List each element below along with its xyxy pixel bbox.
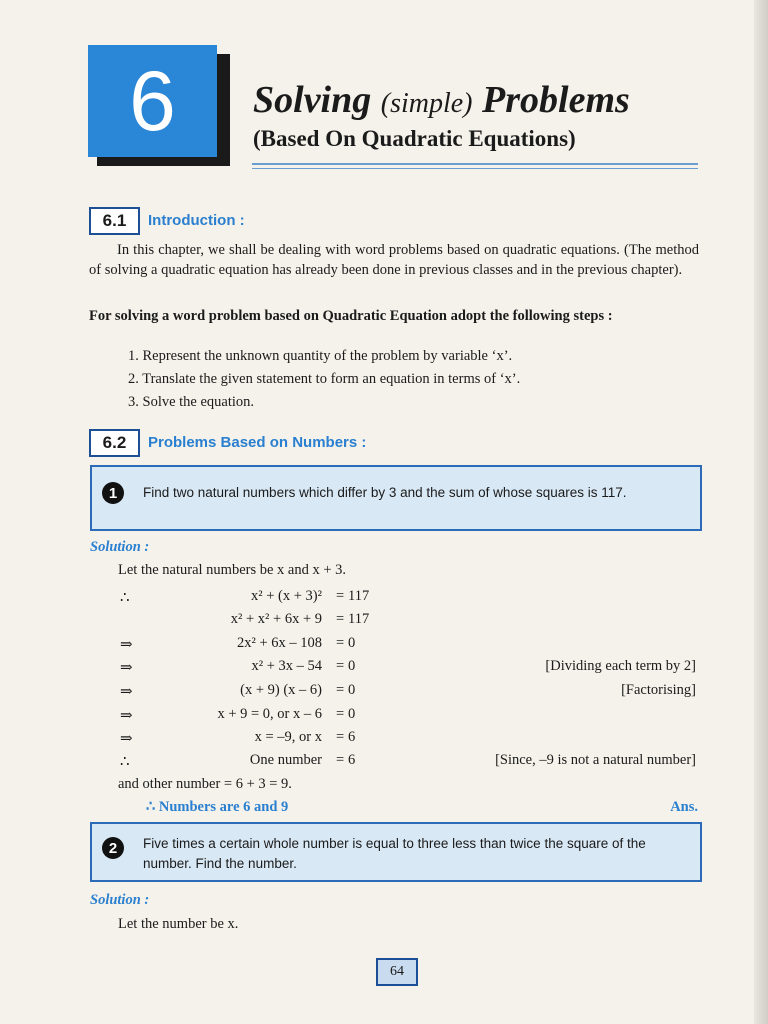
title-rule (252, 163, 698, 165)
problem-statement: Five times a certain whole number is equal to three less than twice the square of the number. Find the number. (143, 836, 646, 871)
answer-text: ∴ Numbers are 6 and 9 (146, 799, 289, 815)
page-number: 64 (376, 958, 418, 986)
step-lhs: One number (249, 752, 322, 768)
problem-box-2 (90, 822, 702, 882)
step-lhs: x² + 3x – 54 (251, 658, 322, 674)
step-equals: = (336, 635, 345, 651)
title-rule-thin (252, 168, 698, 169)
list-item: 2. Translate the given statement to form an equation in terms of ‘x’. (128, 371, 521, 387)
step-lhs: x = –9, or x (254, 729, 322, 745)
solution-label: Solution : (90, 539, 150, 555)
step-rhs: 117 (348, 611, 370, 627)
step-rhs: 6 (348, 752, 356, 768)
page-edge-shadow (754, 0, 768, 1024)
step-equals: = (336, 611, 345, 627)
step-lhs: 2x² + 6x – 108 (236, 635, 322, 651)
step-rhs: 0 (348, 658, 356, 674)
step-symbol: ⇒ (120, 684, 133, 700)
step-lhs: x² + (x + 3)² (251, 588, 322, 604)
step-note: [Since, –9 is not a natural number] (495, 752, 696, 768)
step-symbol: ⇒ (120, 637, 133, 653)
section-number-box: 6.1 (89, 207, 140, 235)
step-rhs: 0 (348, 635, 356, 651)
chapter-subtitle: (Based On Quadratic Equations) (253, 126, 576, 151)
step-equals: = (336, 752, 345, 768)
title-word-problems: Problems (482, 79, 630, 121)
chapter-badge (88, 45, 217, 157)
step-equals: = (336, 658, 345, 674)
solution-intro-line: Let the number be x. (118, 916, 239, 932)
step-symbol: ⇒ (120, 660, 133, 676)
steps-heading: For solving a word problem based on Quadratic Equation adopt the following steps : (89, 308, 613, 324)
chapter-number: 6 (129, 54, 176, 148)
step-lhs: (x + 9) (x – 6) (240, 682, 322, 698)
step-symbol: ⇒ (120, 731, 133, 747)
step-equals: = (336, 729, 345, 745)
step-symbol: ∴ (120, 754, 130, 770)
chapter-title (253, 78, 630, 122)
problem-number-badge: 1 (102, 482, 124, 504)
step-rhs: 0 (348, 706, 356, 722)
title-word-simple: (simple) (380, 88, 473, 119)
step-equals: = (336, 588, 345, 604)
step-symbol: ∴ (120, 590, 130, 606)
ans-label: Ans. (670, 799, 698, 815)
other-number-line: and other number = 6 + 3 = 9. (118, 776, 292, 792)
title-word-solving: Solving (253, 79, 372, 121)
problem-box-1 (90, 465, 702, 531)
step-rhs: 117 (348, 588, 370, 604)
step-rhs: 0 (348, 682, 356, 698)
problem-number-badge: 2 (102, 837, 124, 859)
steps-list (128, 348, 520, 417)
intro-paragraph: In this chapter, we shall be dealing with word problems based on quadratic equations. (The method of solving a quadratic equation has already been done in previous classes and in the previous chapter). (89, 242, 699, 278)
solution-intro-line: Let the natural numbers be x and x + 3. (118, 562, 347, 578)
step-equals: = (336, 682, 345, 698)
list-item: 1. Represent the unknown quantity of the problem by variable ‘x’. (128, 348, 513, 364)
step-note: [Factorising] (621, 682, 696, 698)
step-note: [Dividing each term by 2] (545, 658, 696, 674)
step-equals: = (336, 706, 345, 722)
section-number-box: 6.2 (89, 429, 140, 457)
step-rhs: 6 (348, 729, 356, 745)
solution-label: Solution : (90, 892, 150, 908)
problem-statement: Find two natural numbers which differ by 3 and the sum of whose squares is 117. (143, 485, 627, 500)
step-lhs: x + 9 = 0, or x – 6 (217, 706, 322, 722)
step-symbol: ⇒ (120, 708, 133, 724)
section-title-numbers: Problems Based on Numbers : (148, 434, 367, 451)
section-title-introduction: Introduction : (148, 212, 245, 229)
list-item: 3. Solve the equation. (128, 394, 255, 410)
step-lhs: x² + x² + 6x + 9 (230, 611, 322, 627)
